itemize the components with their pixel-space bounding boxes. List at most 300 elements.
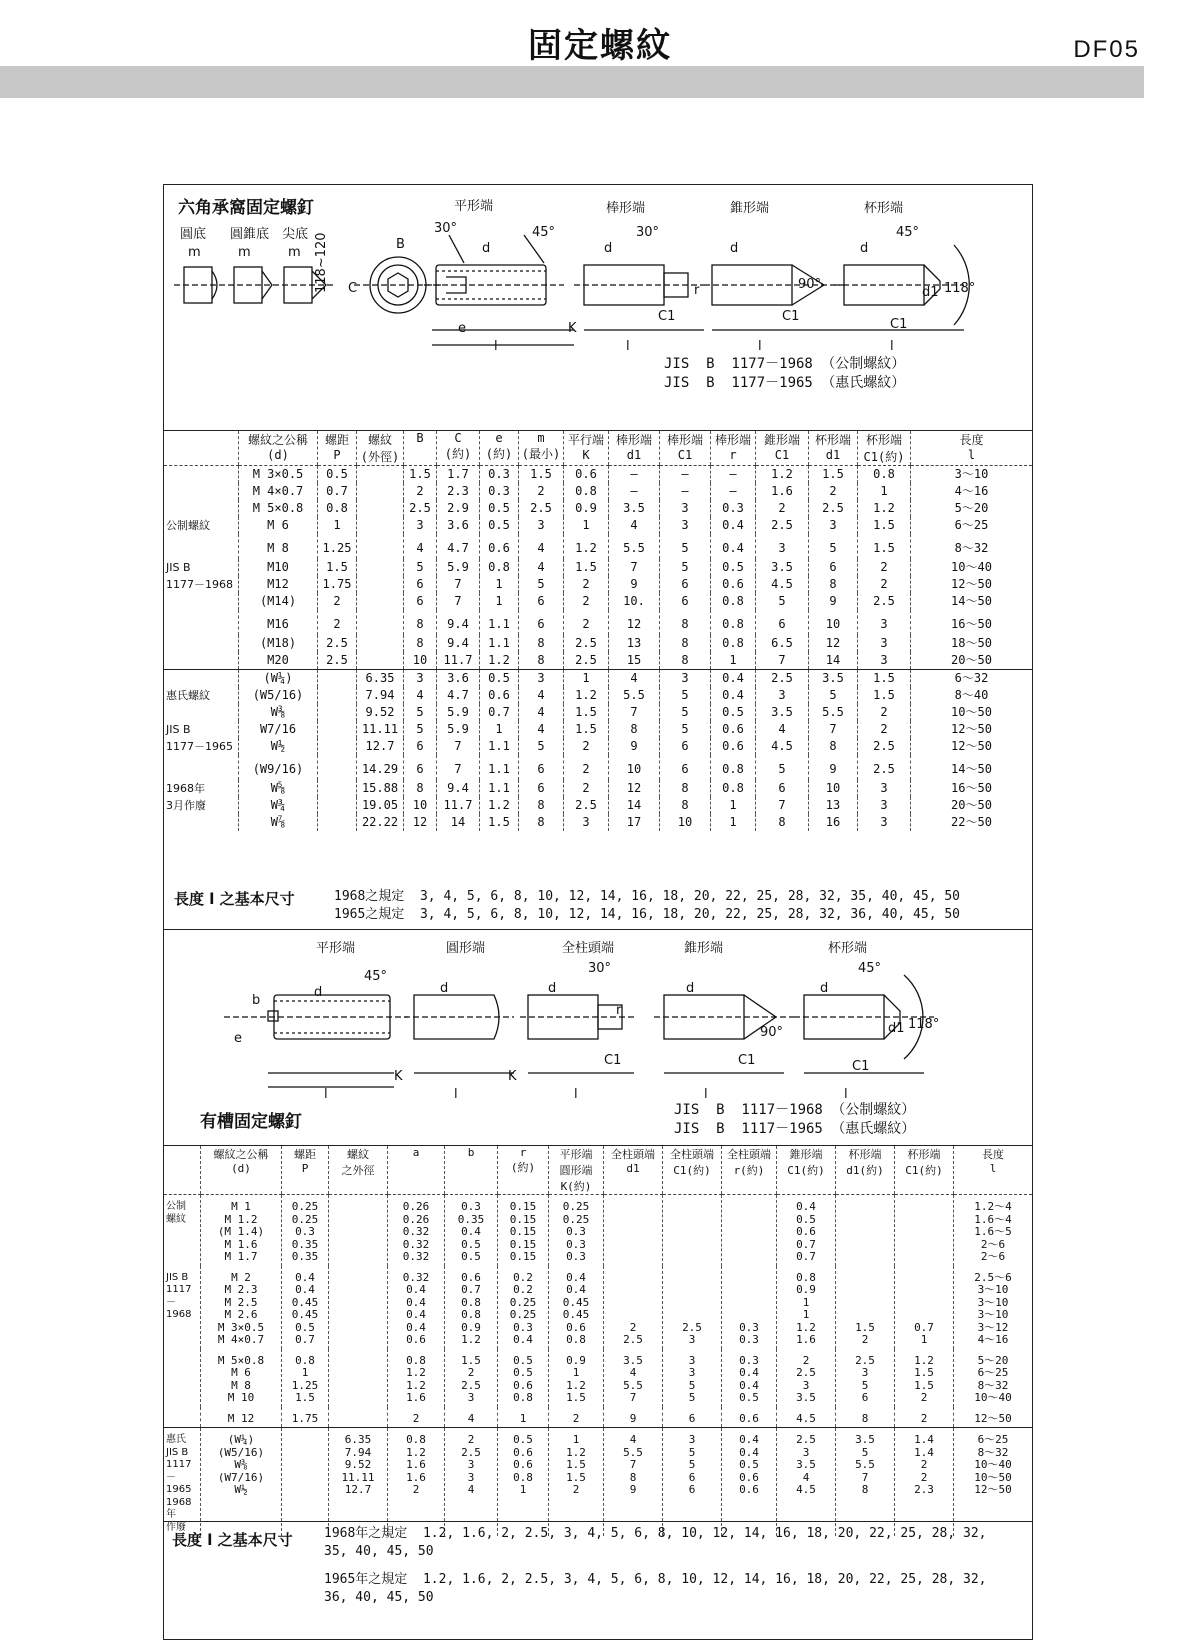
nominal-size: M 4×0.7 [239,483,318,500]
s2-dim-l3: l [574,1087,578,1102]
table-cell: 9.52 [357,704,404,721]
table-cell [357,534,404,559]
table-cell: 7.94 [357,687,404,704]
table-cell: 1.1 [480,780,519,797]
table-cell: 8 [519,814,564,831]
table-cell: 2 2.5 [604,1266,663,1349]
table-cell: 1 [711,652,756,670]
table-cell: 2.5 [858,738,911,755]
s2-dim-C1a: C1 [604,1053,622,1068]
table-cell: 1.5 [858,534,911,559]
s1-h-rod-C1: 棒形端 C1 [660,431,711,466]
table-cell: 0.3 0.35 0.4 0.5 0.5 [445,1195,498,1266]
table-cell: 2 2.5 3 3.5 [777,1349,836,1407]
table-row [164,652,1032,670]
table-cell: 2.5 [318,635,357,652]
s2-basic-year-1968: 1968年之規定 [324,1526,408,1541]
table-cell: 1.1 [480,755,519,780]
table-cell: 2.5 [564,797,609,814]
table-cell: 8 [809,576,858,593]
table-cell: 5.9 [437,559,480,576]
table-cell: 14～50 [911,593,1033,610]
table-cell: 0.9 [564,500,609,517]
table-cell: 5 [660,534,711,559]
table-cell: 6 [663,1407,722,1428]
section-divider [164,929,1032,930]
s2-dim-l2: l [454,1087,458,1102]
table-cell: 4 [519,704,564,721]
dim-C1b: C1 [782,309,800,324]
table-cell: 9.4 [437,610,480,635]
table-cell [663,1195,722,1266]
s2-dim-C1c: C1 [852,1059,870,1074]
s2-dim-r: r [616,1003,622,1018]
table-cell: 7 [609,559,660,576]
table-cell [329,1195,388,1266]
table-cell: 8 [660,635,711,652]
table-cell: 5 [404,721,437,738]
table-cell: 0.7 [480,704,519,721]
angle-90: 90° [798,277,822,292]
table-cell: 7 [437,738,480,755]
table-cell: 8 [519,797,564,814]
s2-basic-year-1965: 1965年之規定 [324,1572,408,1587]
end-label-cup: 杯形端 [864,201,904,216]
table-cell: 2 [318,593,357,610]
s2-end-label-fullpoint: 全柱頭端 [562,941,615,956]
table-cell: 3 [404,670,437,688]
table-cell: 14 [609,797,660,814]
table-row [164,797,1032,814]
table-cell [318,738,357,755]
table-cell: 4 [519,559,564,576]
table-cell: 4 [404,534,437,559]
table-cell: 5～20 [911,500,1033,517]
table-cell: 5 [519,738,564,755]
table-cell: 1.4 1.4 2 2 2.3 [895,1428,954,1537]
section2-table [164,1145,1032,1536]
table-cell [604,1195,663,1266]
table-cell: 2 [564,610,609,635]
table-cell: 2.5 3 [663,1266,722,1349]
table-cell: 1.7 [437,466,480,484]
table-cell [282,1428,329,1537]
group-label-line: 螺紋 [166,1213,186,1225]
nominal-size: (M14) [239,593,318,610]
table-cell: 2 [388,1407,445,1428]
table-cell: 2 [404,483,437,500]
table-cell: 2 [564,593,609,610]
table-cell: 5.5 [609,534,660,559]
table-cell: 1.1 [480,610,519,635]
table-cell: 1.2 1.5 1.5 2 [895,1349,954,1407]
table-cell: — [711,483,756,500]
table-cell: 1 [711,797,756,814]
table-cell: 0.8 1.2 1.2 1.6 [388,1349,445,1407]
table-cell: 4 5.5 7 8 9 [604,1428,663,1537]
table-cell: 0.4 [711,534,756,559]
table-row [164,1349,1032,1407]
table-cell [357,593,404,610]
table-cell [318,670,357,688]
table-cell: 0.4 0.5 0.6 0.7 0.7 [777,1195,836,1266]
table-cell: 0.3 [480,466,519,484]
table-cell: 5 [404,704,437,721]
table-cell: 4 [609,517,660,534]
s2-dim-d1: d [314,985,323,1000]
s1-basic-year-1968: 1968之規定 [334,889,405,904]
table-cell: 0.15 0.15 0.15 0.15 0.15 [498,1195,549,1266]
table-row [164,704,1032,721]
table-cell: 1.5 [519,466,564,484]
table-cell: — [660,466,711,484]
table-cell: 0.6 [722,1407,777,1428]
nominal-size: M 8 [239,534,318,559]
table-cell [357,576,404,593]
row-group-label: 惠氏螺紋 [166,689,210,702]
table-cell: 8 [519,652,564,670]
table-cell: 2 [809,483,858,500]
table-cell: 1.2 [564,687,609,704]
table-cell: 2 [756,500,809,517]
s1-h0 [164,431,239,466]
table-cell: 7 [756,652,809,670]
table-cell: 15.88 [357,780,404,797]
table-cell: 12 [809,635,858,652]
table-cell: 1.2 [756,466,809,484]
table-cell: 3.6 [437,670,480,688]
row-group-label [164,670,239,688]
row-group-label [164,814,239,831]
s2-h0 [164,1146,201,1195]
table-row [164,576,1032,593]
table-cell: 0.8 1 1.25 1.5 [282,1349,329,1407]
table-cell: 6 [809,559,858,576]
table-cell: 0.25 0.25 0.3 0.3 0.3 [549,1195,604,1266]
table-cell: 3 [858,814,911,831]
nominal-size: W½ [239,738,318,755]
thread-label-round: 圓底 [180,227,207,242]
table-cell: 0.5 [480,517,519,534]
section1-title: 六角承窩固定螺釘 [178,198,314,218]
table-cell: 8～40 [911,687,1033,704]
table-cell: 2.5 [564,635,609,652]
table-cell: 0.8 [711,780,756,797]
table-cell: 0.3 0.3 [722,1266,777,1349]
table-cell: 12～50 [911,576,1033,593]
table-cell: 18～50 [911,635,1033,652]
table-cell [357,559,404,576]
table-cell: 15 [609,652,660,670]
table-cell: 3 [564,814,609,831]
table-cell: 8 [404,780,437,797]
section2-basic-label: 長度 l 之基本尺寸 [172,1531,293,1549]
table-cell: 10 [404,652,437,670]
table-cell [318,797,357,814]
table-row [164,1428,1032,1537]
s2-end-label-round: 圓形端 [446,941,486,956]
table-cell [895,1195,954,1266]
table-cell: 2 [858,576,911,593]
s2-h-cone-C1: 錐形端 C1(約) [777,1146,836,1195]
table-cell: 1.5 2 2.5 3 [445,1349,498,1407]
s1-basic-values-1968: 3, 4, 5, 6, 8, 10, 12, 14, 16, 18, 20, 22, 25, 28, 32, 35, 40, 45, 50 [419,889,961,904]
table-cell [318,814,357,831]
section2-basic-1965 [324,1571,987,1607]
table-row [164,721,1032,738]
table-cell [357,635,404,652]
table-cell [836,1195,895,1266]
table-cell: 4.7 [437,534,480,559]
table-cell: 7 [437,576,480,593]
table-cell: 0.6 0.7 0.8 0.8 0.9 1.2 [445,1266,498,1349]
s2-h-full-C1: 全柱頭端 C1(約) [663,1146,722,1195]
table-cell: 0.4 0.4 0.45 0.45 0.5 0.7 [282,1266,329,1349]
dim-d2: d [604,241,613,256]
s2-angle-90: 90° [760,1025,784,1040]
table-cell: 11.11 [357,721,404,738]
table-cell: 3 [519,517,564,534]
table-cell: 4.7 [437,687,480,704]
table-cell: 1.5 [564,559,609,576]
table-cell: 8 [660,652,711,670]
nominal-size: M 5×0.8 [239,500,318,517]
table-cell [357,652,404,670]
table-cell: 1.75 [282,1407,329,1428]
table-cell [329,1407,388,1428]
dim-l2: l [626,339,630,354]
row-group-label: 1968年 [166,782,205,795]
table-cell: 2 [519,483,564,500]
table-row [164,483,1032,500]
table-cell: 10 [809,780,858,797]
s2-dim-d2: d [440,981,449,996]
table-cell: 4 [445,1407,498,1428]
s2-h-cup-C1: 杯形端 C1(約) [895,1146,954,1195]
table-cell: 1.5 [564,721,609,738]
dim-B: B [396,237,405,252]
section2-jis-1965: JIS B 1117－1965 （惠氏螺紋） [674,1121,916,1137]
table-cell: 1 [858,483,911,500]
table-cell: 6 [404,755,437,780]
s2-end-label-flat: 平形端 [316,941,356,956]
table-cell: 7 [437,755,480,780]
data-sheet [163,184,1033,1640]
table-cell: 2 [858,559,911,576]
nominal-size: M16 [239,610,318,635]
table-cell: 2.5 [519,500,564,517]
table-cell: 0.8 1.2 1.6 1.6 2 [388,1428,445,1537]
table-cell: 1.6 [756,483,809,500]
nominal-size: W⅜ [239,704,318,721]
table-cell: 9 [809,593,858,610]
section1-jis-1968: JIS B 1177－1968 （公制螺紋） [664,356,906,372]
table-cell: 3.5 5 5.5 7 8 [836,1428,895,1537]
table-cell: 0.3 [480,483,519,500]
table-cell: 1.5 [480,814,519,831]
nominal-size: W⅝ [239,780,318,797]
table-cell: 1 [480,721,519,738]
table-cell: 5.9 [437,721,480,738]
table-cell: 5.5 [609,687,660,704]
nominal-size: W¾ [239,797,318,814]
table-cell: 20～50 [911,652,1033,670]
s2-dim-K1: K [394,1069,403,1084]
table-cell: 8 [756,814,809,831]
table-row [164,559,1032,576]
table-cell: 7 [756,797,809,814]
s1-h-e: e (約) [480,431,519,466]
nominal-size: W7/16 [239,721,318,738]
table-cell: 5 [809,534,858,559]
row-group-label [164,483,239,500]
row-group-label: JIS B [166,561,191,574]
table-cell: 3 [404,517,437,534]
table-cell: 2.5 [318,652,357,670]
s2-dim-e: e [234,1031,242,1046]
table-cell: 3 [858,797,911,814]
nominal-size: (M18) [239,635,318,652]
dim-l3: l [758,339,762,354]
table-cell: 6～25 [911,517,1033,534]
table-cell [357,483,404,500]
table-cell: 5 [404,559,437,576]
s2-angle-45b: 45° [858,961,882,976]
table-cell: 9 [609,738,660,755]
table-cell: 0.5 0.5 0.6 0.8 [498,1349,549,1407]
table-cell: 14 [437,814,480,831]
nominal-size: (W¼) (W5/16) W⅜ (W7/16) W½ [201,1428,282,1537]
dim-K: K [568,321,577,336]
table-cell: 0.4 [711,517,756,534]
table-cell: 2.5 3 3.5 4 4.5 [777,1428,836,1537]
row-group-label: 公制螺紋 [166,519,210,532]
table-cell: 0.4 [711,687,756,704]
group-label-line: 作廢 [166,1521,186,1533]
table-cell: 0.3 [711,500,756,517]
table-cell: 0.8 0.9 1 1 1.2 1.6 [777,1266,836,1349]
table-cell: 3 [660,500,711,517]
row-group-label [164,534,239,559]
table-cell: 6.35 7.94 9.52 11.11 12.7 [329,1428,388,1537]
table-cell: 0.2 0.2 0.25 0.25 0.3 0.4 [498,1266,549,1349]
table-cell: 6～25 8～32 10～40 10～50 12～50 [954,1428,1033,1537]
dim-d3: d [730,241,739,256]
group-label-line: 1968 [166,1309,192,1320]
table-row [164,1195,1032,1266]
row-group-label: 3月作廢 [166,799,206,812]
table-cell: 10～40 [911,559,1033,576]
table-cell: 1 [480,593,519,610]
table-cell: 0.5 [480,670,519,688]
section2-basic-divider [164,1521,1032,1522]
table-cell: 1.1 [480,738,519,755]
table-cell: 3 3 5 5 [663,1349,722,1407]
table-cell: 1.5 [809,466,858,484]
table-cell: 3 5 5 6 6 [663,1428,722,1537]
table-cell: — [660,483,711,500]
nominal-size: M10 [239,559,318,576]
table-cell: 0.6 [480,534,519,559]
dim-d1: d [482,241,491,256]
row-group-label [164,1195,201,1266]
table-cell: 2.5 [756,517,809,534]
s2-basic-values-1965: 1.2, 1.6, 2, 2.5, 3, 4, 5, 6, 8, 10, 12, 14, 16, 18, 20, 22, 25, 28, 32, 36, 40, 45, 50 [324,1572,987,1605]
table-cell: 0.6 [480,687,519,704]
table-cell: 10 [609,755,660,780]
table-cell: 0.6 [564,466,609,484]
table-cell: 1.5 [564,704,609,721]
nominal-size: M 3×0.5 [239,466,318,484]
group-label-line: 公制 [166,1201,186,1212]
table-cell: 3 [858,635,911,652]
row-group-label [164,1428,201,1537]
table-cell: 4 [404,687,437,704]
table-cell: 13 [609,635,660,652]
end-label-cone: 錐形端 [730,201,770,216]
row-group-label [164,1349,201,1407]
table-cell: 2 2.5 3 3 4 [445,1428,498,1537]
s1-h-C: C (約) [437,431,480,466]
table-cell: 10 [660,814,711,831]
table-cell: 12～50 [911,738,1033,755]
table-cell: 0.5 [318,466,357,484]
table-cell: 6 [660,593,711,610]
table-cell: 12 [609,610,660,635]
table-cell: 3 [660,517,711,534]
s1-h-od: 螺紋 (外徑) [357,431,404,466]
table-cell [357,517,404,534]
table-row [164,466,1032,484]
table-cell [357,610,404,635]
table-cell: 6 [404,576,437,593]
table-cell: 1.5 [858,687,911,704]
row-group-label: 1177－1968 [166,578,233,591]
table-cell: 1.5 [318,559,357,576]
table-cell: 0.3 0.4 0.4 0.5 [722,1349,777,1407]
table-cell: 16 [809,814,858,831]
table-cell: 5 [660,559,711,576]
end-label-flat: 平形端 [454,199,494,214]
row-group-label [164,635,239,652]
table-cell: 22～50 [911,814,1033,831]
table-cell: 4～16 [911,483,1033,500]
table-cell: 5 [660,721,711,738]
table-cell: 2 [564,755,609,780]
table-cell: 2.9 [437,500,480,517]
table-cell: 7 [809,721,858,738]
page-title: 固定螺紋 [528,26,672,66]
table-cell: 1.5 [858,517,911,534]
table-cell: 2.5 [404,500,437,517]
s2-dim-l4: l [704,1087,708,1102]
table-cell: 0.32 0.4 0.4 0.4 0.4 0.6 [388,1266,445,1349]
table-cell: 6 [756,780,809,797]
row-group-label [164,755,239,780]
s2-dim-d4: d [686,981,695,996]
table-cell: 2.5 [756,670,809,688]
s2-dim-d3: d [548,981,557,996]
table-cell: 1.75 [318,576,357,593]
table-cell: 2.5 [809,500,858,517]
table-cell: 4.5 [756,738,809,755]
table-cell: 0.8 [711,755,756,780]
nominal-size: (W9/16) [239,755,318,780]
table-cell: 1.2～4 1.6～4 1.6～5 2～6 2～6 [954,1195,1033,1266]
thread-label-cone: 圓錐底 [230,227,270,242]
table-cell: 14.29 [357,755,404,780]
s2-dim-b: b [252,993,261,1008]
